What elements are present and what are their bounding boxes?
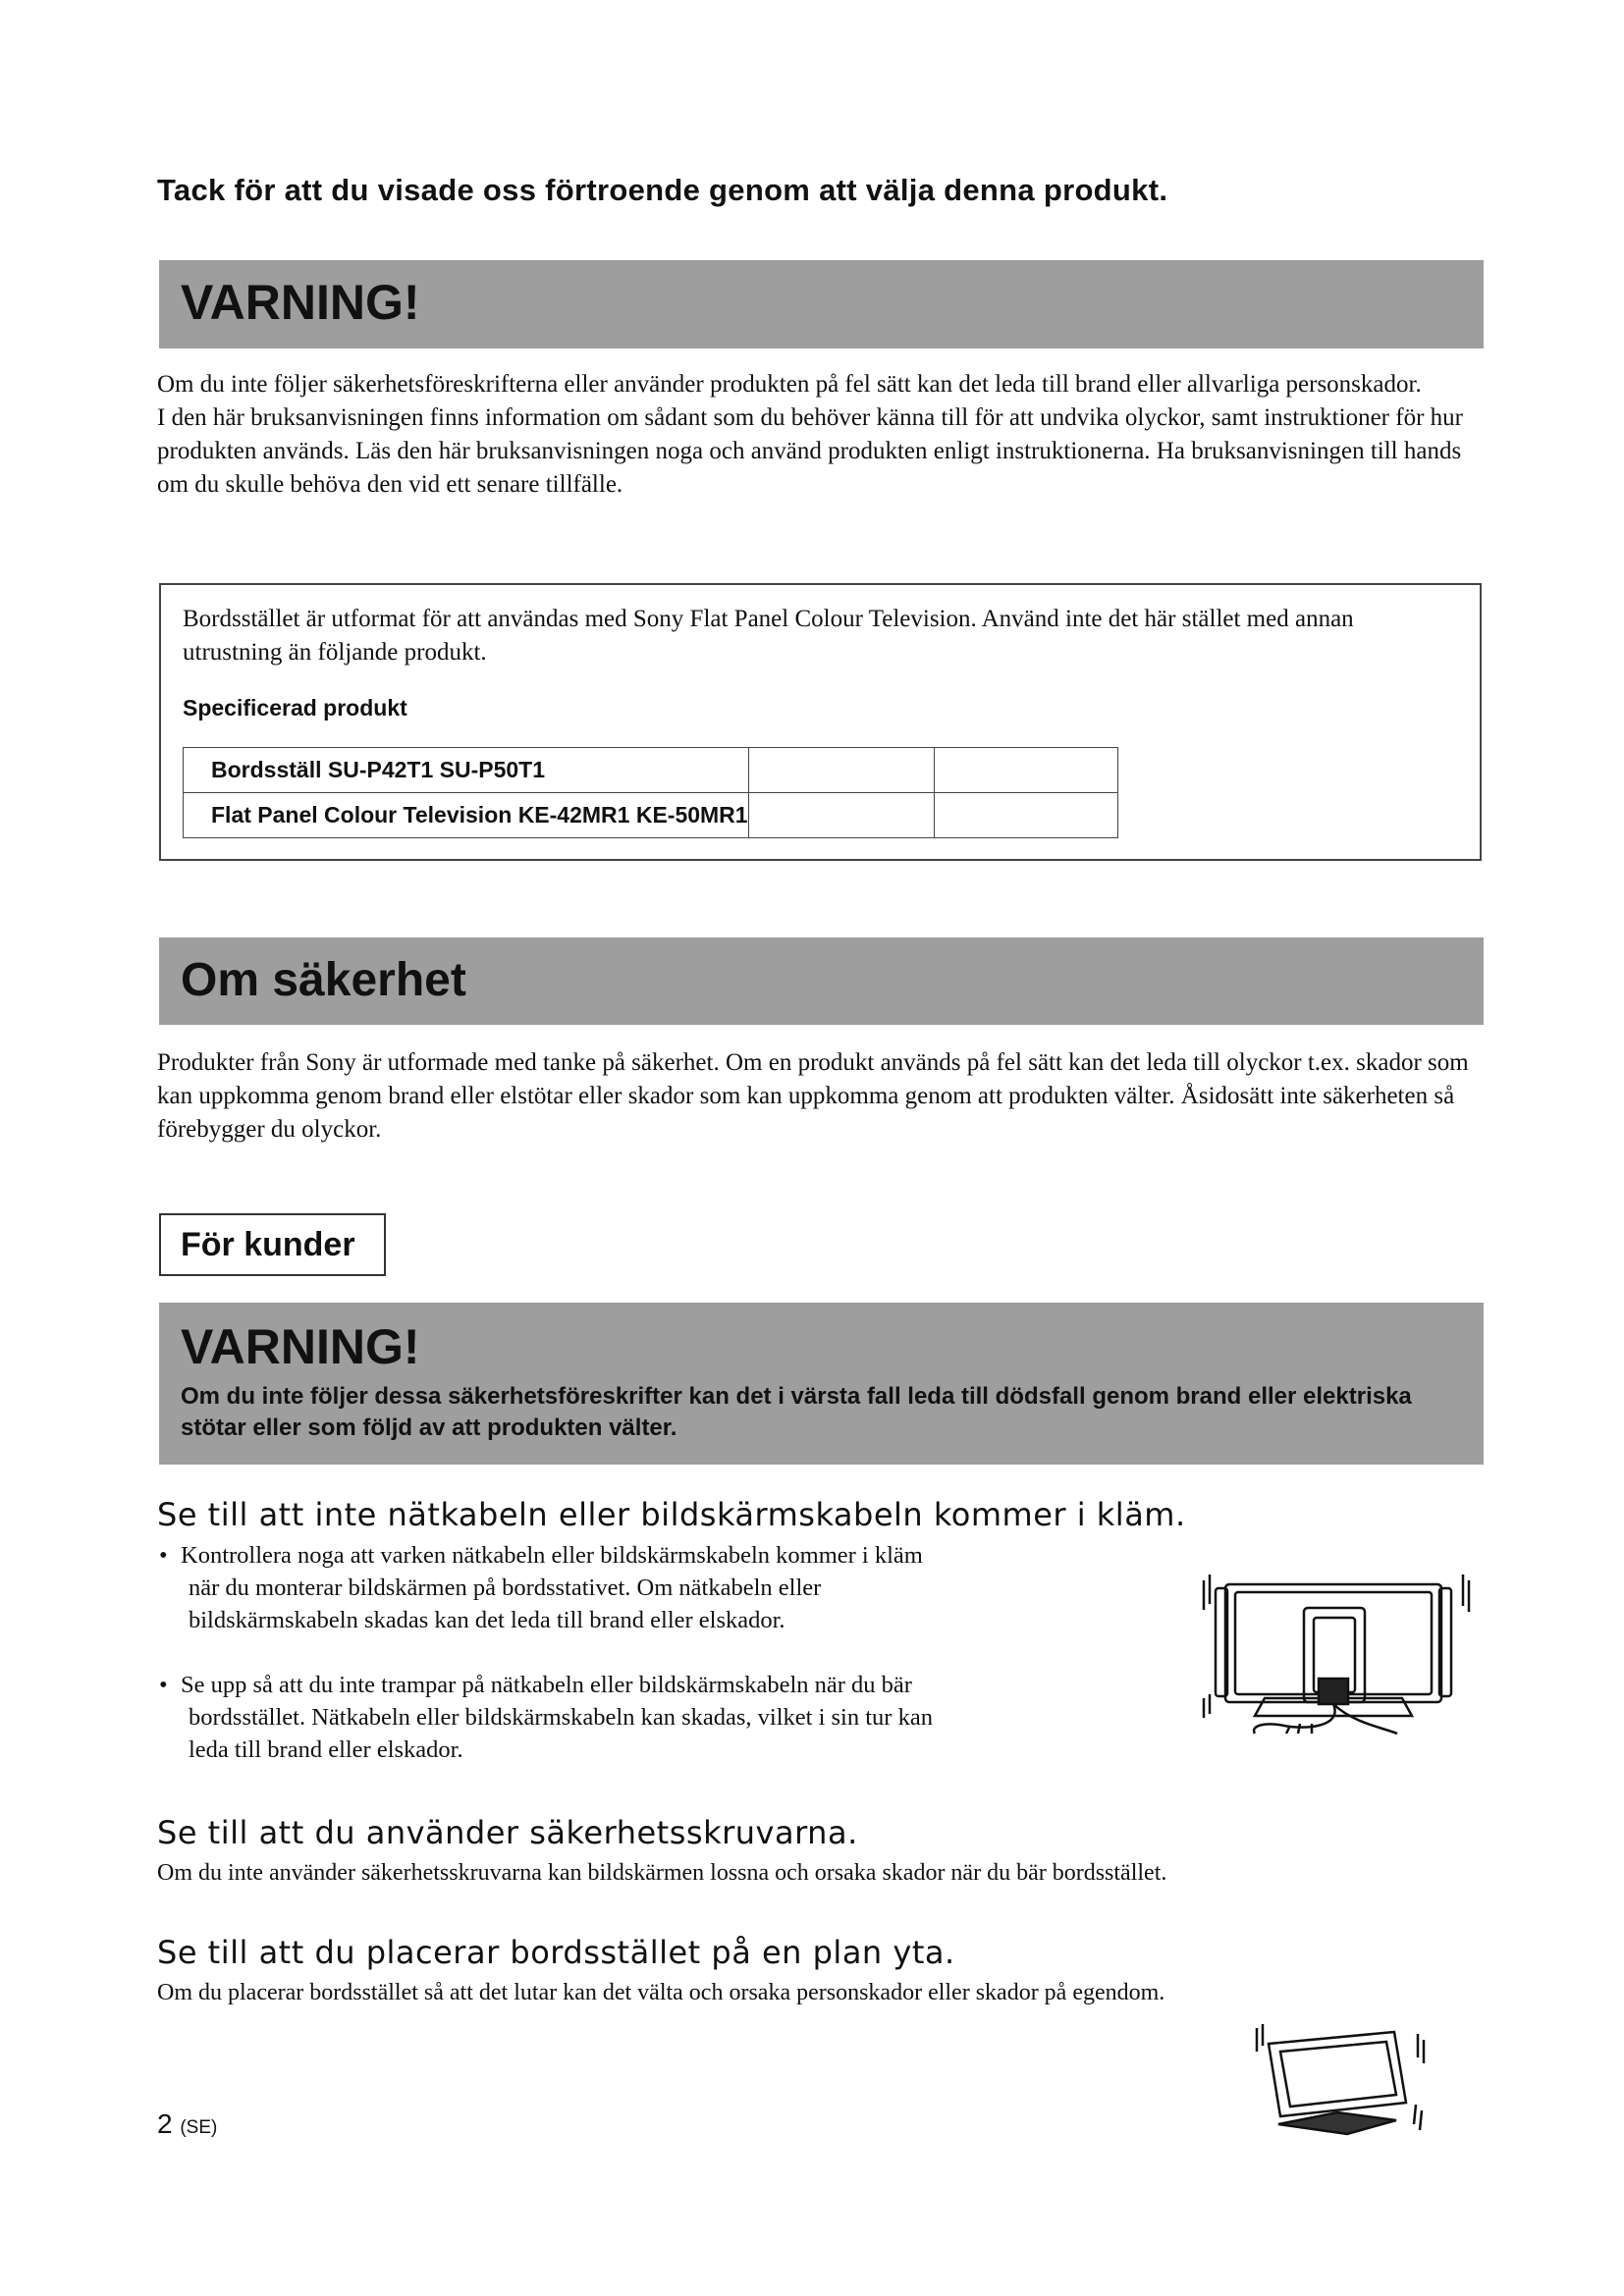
section-heading-screws: Se till att du använder säkerhetsskruvarna. xyxy=(157,1814,858,1851)
cable-bullet-list xyxy=(157,1539,1100,1766)
warning-banner xyxy=(159,260,1484,348)
product-info-text: Bordsstället är utformat för att användas med Sony Flat Panel Colour Television. Använd inte det här stället med annan utrustning än följande produkt. xyxy=(183,606,1354,666)
section-heading-flat-surface: Se till att du placerar bordsstället på en plan yta. xyxy=(157,1934,955,1971)
customers-warning-banner xyxy=(159,1303,1484,1465)
list-item: • Se upp så att du inte trampar på nätkabeln eller bildskärmskabeln när du bär bordsstället. Nätkabeln eller bildskärmskabeln kan skadas, vilket i sin tur kan leda till brand eller elskador. xyxy=(159,1672,933,1763)
table-cell: Flat Panel Colour Television KE-42MR1 KE-50MR1 xyxy=(184,793,749,838)
customers-label: För kunder xyxy=(159,1213,386,1276)
customers-warning-text: Om du inte följer dessa säkerhetsföreskrifter kan det i värsta fall leda till dödsfall genom brand eller elektriska stötar eller som följd av att produkten välter. xyxy=(181,1383,1412,1441)
product-info-box xyxy=(159,583,1482,861)
warning-paragraph: Om du inte följer säkerhetsföreskrifterna eller använder produkten på fel sätt kan det leda till brand eller allvarliga personskador. xyxy=(157,371,1422,398)
table-row xyxy=(184,748,1118,793)
intro-heading: Tack för att du visade oss förtroende genom att välja denna produkt. xyxy=(157,173,1168,207)
flat-surface-text: Om du placerar bordsstället så att det lutar kan det välta och orsaka personskador eller skador på egendom. xyxy=(157,1980,1165,2005)
customers-warning-title: VARNING! xyxy=(181,1319,420,1374)
safety-banner xyxy=(159,937,1484,1025)
spec-label: Specificerad produkt xyxy=(183,695,407,721)
warning-title: VARNING! xyxy=(181,275,420,330)
warning-paragraph: I den här bruksanvisningen finns information om sådant som du behöver känna till för att undvika olyckor, samt instruktioner för hur produkten används. Läs den här bruksanvisningen noga och använd produkten enligt instruktionerna. Ha bruksanvisningen till hands om du skulle behöva den vid ett senare tillfälle. xyxy=(157,404,1463,498)
table-cell: Bordsställ SU-P42T1 SU-P50T1 xyxy=(184,748,749,793)
tv-rear-cable-illustration xyxy=(1196,1561,1481,1737)
screws-text: Om du inte använder säkerhetsskruvarna kan bildskärmen lossna och orsaka skador när du bär bordsstället. xyxy=(157,1860,1167,1886)
safety-title: Om säkerhet xyxy=(181,954,466,1006)
table-row xyxy=(184,793,1118,838)
warning-text xyxy=(157,368,1483,502)
list-item: • Kontrollera noga att varken nätkabeln eller bildskärmskabeln kommer i kläm när du monterar bildskärmen på bordsstativet. Om nätkabeln eller bildskärmskabeln skadas kan det leda till brand eller elskador. xyxy=(159,1542,923,1633)
section-heading-cables: Se till att inte nätkabeln eller bildskärmskabeln kommer i kläm. xyxy=(157,1496,1186,1533)
safety-text: Produkter från Sony är utformade med tanke på säkerhet. Om en produkt används på fel sätt kan det leda till olyckor t.ex. skador som kan uppkomma genom brand eller elstötar eller skador som kan uppkomma genom att produkten välter. Åsidosätt inte säkerheten så förebygger du olyckor. xyxy=(157,1049,1469,1143)
product-table xyxy=(183,747,1118,838)
page-number: 2 (SE) xyxy=(157,2109,218,2139)
tilting-tv-illustration xyxy=(1239,2022,1435,2140)
